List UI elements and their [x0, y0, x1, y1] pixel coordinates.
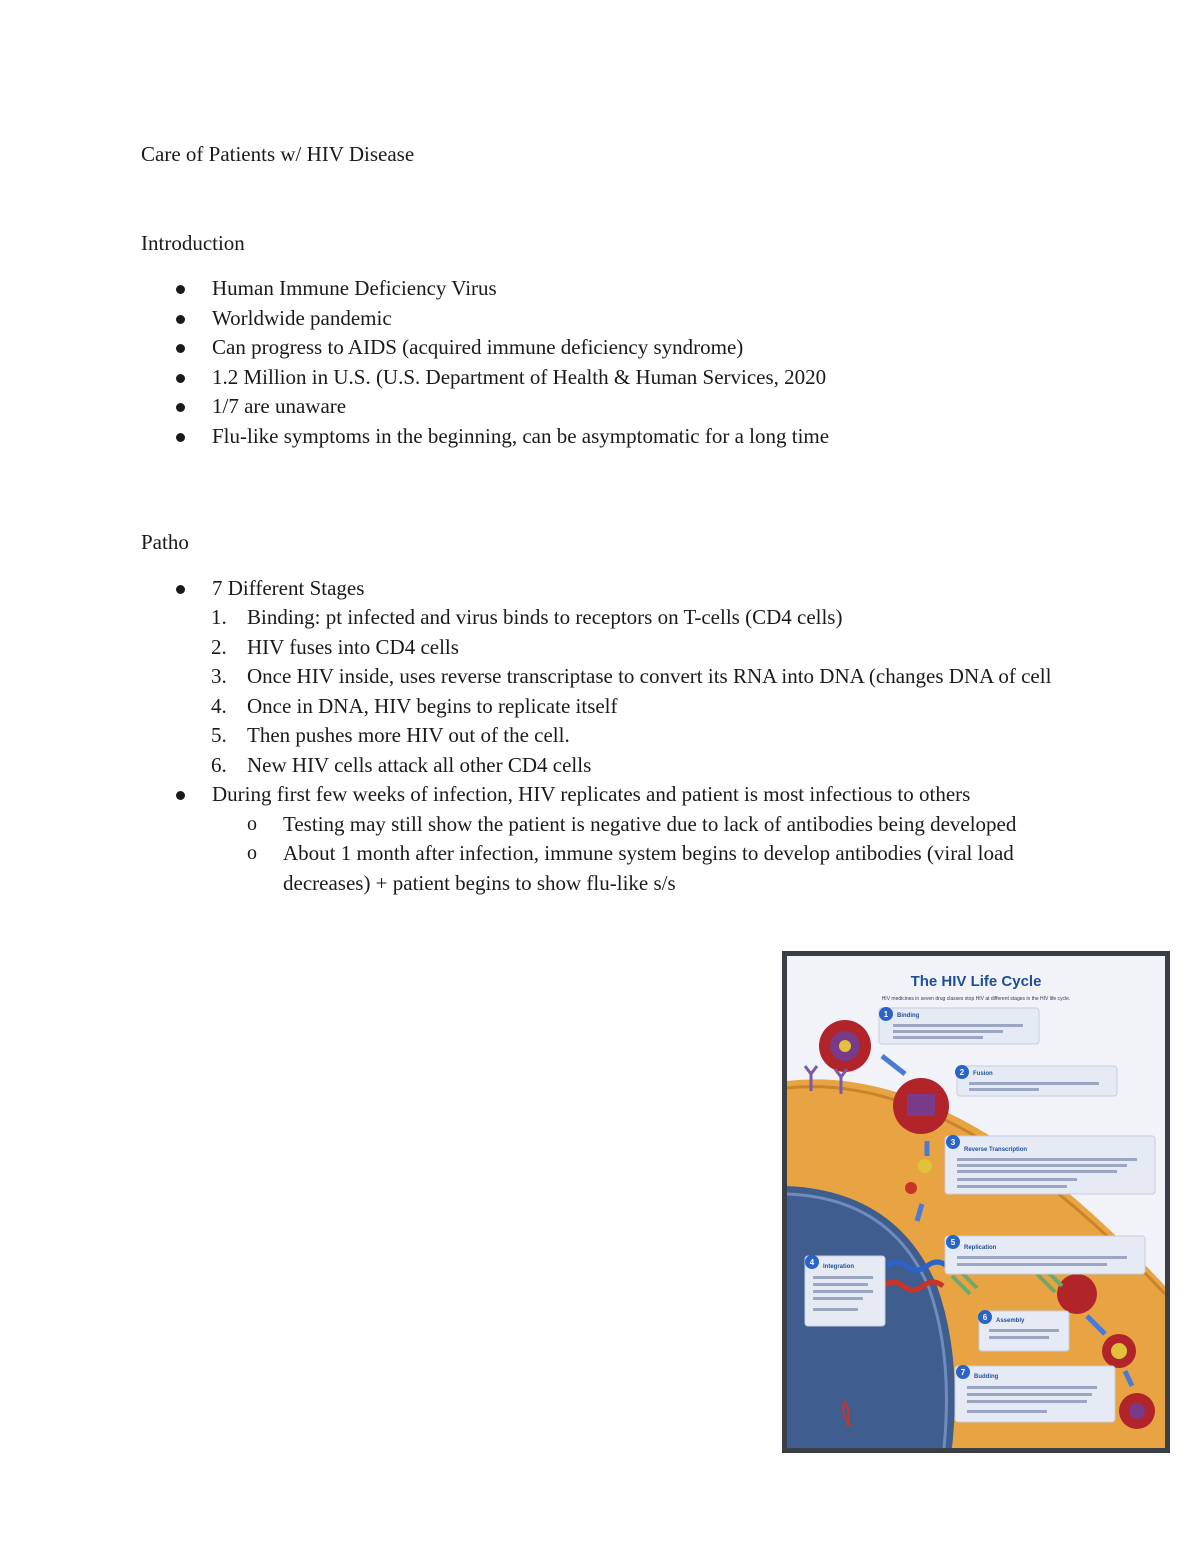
- svg-text:Fusion: Fusion: [973, 1071, 993, 1077]
- bullet-icon: [176, 315, 185, 324]
- bullet-icon: [176, 374, 185, 383]
- svg-text:3: 3: [950, 1138, 956, 1147]
- infographic-subtitle: HIV medicines in seven drug classes stop HIV at different stages in the HIV life cycle.: [881, 996, 1071, 1002]
- list-item: o About 1 month after infection, immune system begins to develop antibodies (viral load decreases) + patient begins to show flu-like s/s: [247, 841, 1014, 895]
- svg-text:Budding: Budding: [974, 1374, 999, 1380]
- list-item: Worldwide pandemic: [141, 304, 1071, 334]
- list-item: 1.2 Million in U.S. (U.S. Department of Health & Human Services, 2020: [141, 363, 1071, 393]
- list-item: 5. Then pushes more HIV out of the cell.: [211, 723, 570, 747]
- svg-text:Reverse Transcription: Reverse Transcription: [964, 1147, 1028, 1153]
- step-box: [945, 1135, 1155, 1194]
- circle-bullet-icon: o: [247, 842, 257, 864]
- hiv-dna-icon: [905, 1182, 917, 1194]
- svg-text:Assembly: Assembly: [996, 1318, 1025, 1324]
- list-item: Flu-like symptoms in the beginning, can be asymptomatic for a long time: [141, 422, 1071, 452]
- step-box: [879, 1007, 1039, 1044]
- stages-list: [141, 603, 1071, 780]
- virus-icon: [1102, 1334, 1136, 1368]
- svg-text:Integration: Integration: [823, 1264, 854, 1270]
- svg-text:Replication: Replication: [964, 1245, 997, 1251]
- hiv-life-cycle-infographic: [782, 951, 1170, 1453]
- list-item: 1/7 are unaware: [141, 392, 1071, 422]
- sub-bullet-list: [141, 810, 1071, 899]
- section-heading-introduction: Introduction: [141, 230, 245, 255]
- svg-text:5: 5: [950, 1238, 956, 1247]
- bullet-icon: [176, 285, 185, 294]
- step-box: [955, 1065, 1117, 1096]
- reverse-transcriptase-icon: [918, 1159, 932, 1173]
- svg-text:1: 1: [883, 1010, 889, 1019]
- bullet-icon: [176, 403, 185, 412]
- svg-text:Binding: Binding: [897, 1013, 920, 1019]
- introduction-list: [141, 274, 1071, 451]
- list-item: 1. Binding: pt infected and virus binds to receptors on T-cells (CD4 cells): [211, 605, 843, 629]
- section-heading-patho: Patho: [141, 530, 189, 554]
- infographic-illustration: [787, 956, 1165, 1448]
- list-item: Human Immune Deficiency Virus: [141, 274, 1071, 304]
- list-item: o Testing may still show the patient is negative due to lack of antibodies being developed: [141, 810, 1071, 840]
- step-box: [955, 1365, 1115, 1422]
- step-box: [978, 1310, 1069, 1351]
- patho-list: [141, 574, 1071, 604]
- virus-icon: [893, 1078, 949, 1134]
- circle-bullet-icon: o: [247, 812, 257, 835]
- document-body: [141, 140, 1071, 898]
- list-item: 7 Different Stages: [141, 574, 1071, 604]
- arrow-icon: [882, 1056, 905, 1074]
- infographic-title: The HIV Life Cycle: [910, 973, 1042, 990]
- list-item: During first few weeks of infection, HIV replicates and patient is most infectious to others: [141, 780, 1071, 810]
- list-item: 3. Once HIV inside, uses reverse transcriptase to convert its RNA into DNA (changes DNA of cell: [211, 664, 1052, 688]
- list-item: Can progress to AIDS (acquired immune deficiency syndrome): [141, 333, 1071, 363]
- svg-text:6: 6: [982, 1313, 988, 1322]
- list-item: 6. New HIV cells attack all other CD4 cells: [211, 752, 592, 777]
- virus-icon: [819, 1020, 871, 1072]
- bullet-icon: [176, 585, 185, 594]
- step-box: [945, 1235, 1145, 1274]
- bullet-icon: [176, 344, 185, 353]
- list-item: 4. Once in DNA, HIV begins to replicate itself: [211, 693, 618, 718]
- step-box: [805, 1255, 885, 1326]
- virus-icon: [1119, 1393, 1155, 1429]
- infection-list: [141, 780, 1071, 810]
- document-title: Care of Patients w/ HIV Disease: [141, 142, 415, 166]
- svg-text:7: 7: [960, 1368, 966, 1377]
- svg-text:2: 2: [959, 1068, 965, 1077]
- bullet-icon: [176, 791, 185, 800]
- list-item: 2. HIV fuses into CD4 cells: [211, 634, 459, 659]
- bullet-icon: [176, 433, 185, 442]
- virus-icon: [1057, 1274, 1097, 1314]
- svg-text:4: 4: [809, 1258, 815, 1267]
